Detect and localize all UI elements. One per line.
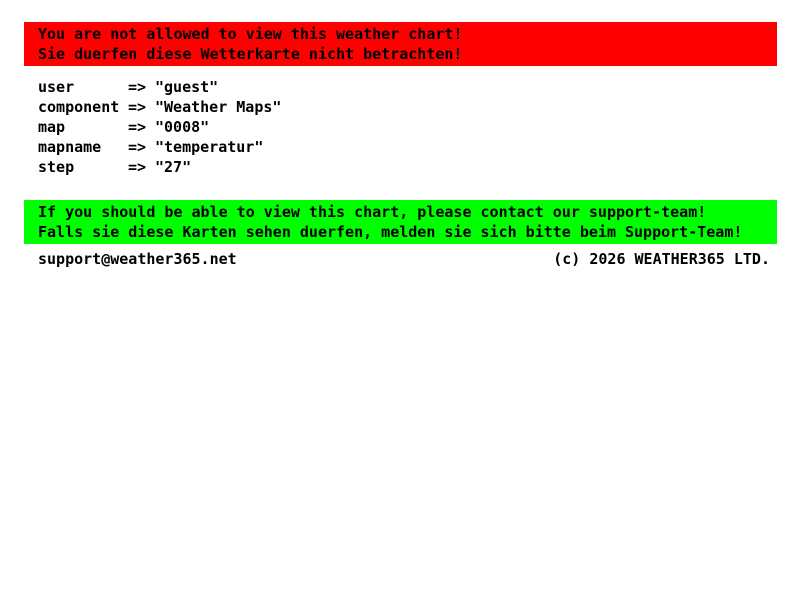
copyright-text: (c) 2026 WEATHER365 LTD. <box>553 250 770 268</box>
arrow-icon: => <box>128 138 147 156</box>
detail-value: "0008" <box>155 118 210 136</box>
info-banner-line-en: If you should be able to view this chart, please contact our support-team! <box>38 203 707 221</box>
arrow-icon: => <box>128 78 147 96</box>
detail-key: map <box>38 118 66 136</box>
error-banner-line-en: You are not allowed to view this weather chart! <box>38 25 463 43</box>
detail-row-map <box>38 117 800 137</box>
info-banner-line-de: Falls sie diese Karten sehen duerfen, melden sie sich bitte beim Support-Team! <box>38 223 743 241</box>
detail-key: mapname <box>38 138 102 156</box>
detail-key: user <box>38 78 75 96</box>
detail-key: step <box>38 158 75 176</box>
detail-row-mapname <box>38 137 800 157</box>
detail-value: "Weather Maps" <box>155 98 282 116</box>
support-email-text: support@weather365.net <box>38 250 237 268</box>
arrow-icon: => <box>128 158 147 176</box>
arrow-icon: => <box>128 98 147 116</box>
detail-value: "temperatur" <box>155 138 264 156</box>
detail-value: "guest" <box>155 78 219 96</box>
error-banner <box>24 22 777 66</box>
detail-value: "27" <box>155 158 192 176</box>
footer <box>24 249 777 269</box>
error-banner-line-de: Sie duerfen diese Wetterkarte nicht betrachten! <box>38 45 463 63</box>
detail-key: component <box>38 98 120 116</box>
detail-row-step <box>38 157 800 177</box>
detail-row-user <box>38 77 800 97</box>
request-details-list <box>38 77 800 177</box>
detail-row-component <box>38 97 800 117</box>
info-banner <box>24 200 777 244</box>
arrow-icon: => <box>128 118 147 136</box>
access-denied-page <box>0 22 800 269</box>
